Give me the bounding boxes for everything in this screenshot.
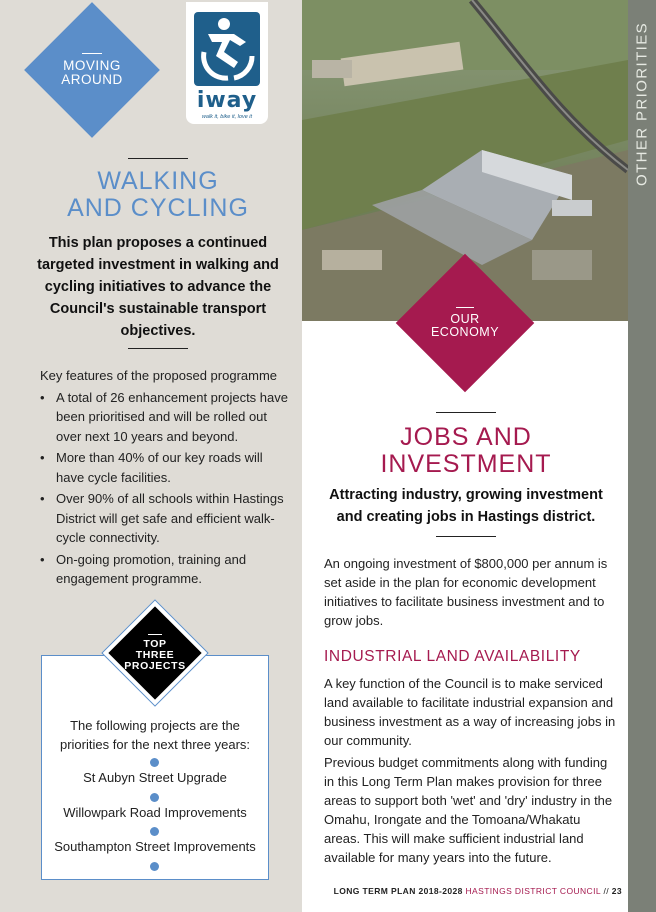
bullet-dot	[150, 758, 159, 767]
iway-logo	[186, 2, 268, 124]
logo-wordmark: iway	[196, 88, 258, 113]
projects-intro: The following projects are the priorities for the next three years:	[59, 718, 251, 752]
project-item: Willowpark Road Improvements	[63, 805, 247, 820]
moving-around-line1: MOVING	[63, 57, 121, 73]
our-economy-badge: OUR ECONOMY	[396, 254, 534, 392]
top-three-projects-badge: TOP THREE PROJECTS	[96, 594, 214, 712]
bullet-dot	[150, 793, 159, 802]
bullet-dot	[150, 862, 159, 871]
list-item: • A total of 26 enhancement projects have been prioritised and will be rolled out over next 10 years and beyond.	[40, 388, 292, 447]
moving-around-line2: AROUND	[61, 72, 123, 87]
industrial-land-heading: INDUSTRIAL LAND AVAILABILITY	[324, 648, 581, 665]
walking-title: WALKING AND CYCLING	[67, 167, 249, 222]
jobs-paragraph-2: Previous budget commitments along with funding in this Long Term Plan makes provision for three areas to support both 'wet' and 'dry' industry in the Omahu, Irongate and the Tomoana/Whakatu areas. This will make sufficient industrial land available for many years into the future.	[324, 755, 613, 865]
features-heading: Key features of the proposed programme	[40, 368, 278, 383]
page-number: 23	[611, 886, 622, 896]
footer-plan: LONG TERM PLAN 2018-2028	[333, 886, 463, 896]
jobs-lead: Attracting industry, growing investment and creating jobs in Hastings district.	[329, 487, 603, 525]
jobs-rule-top	[436, 412, 496, 413]
list-item: • More than 40% of our key roads will have cycle facilities.	[40, 448, 292, 487]
moving-around-badge	[24, 2, 160, 138]
bullet-dot	[150, 827, 159, 836]
jobs-intro: An ongoing investment of $800,000 per annum is set aside in the plan for economic development initiatives to facilitate business investment and to grow jobs.	[324, 556, 608, 628]
list-item: • On-going promotion, training and engagement programme.	[40, 550, 292, 589]
project-item: Southampton Street Improvements	[54, 839, 256, 854]
logo-tagline: walk it, bike it, love it	[201, 114, 253, 120]
walking-rule-top	[128, 158, 188, 159]
jobs-title: JOBS AND INVESTMENT	[380, 423, 552, 478]
walking-lead: This plan proposes a continued targeted investment in walking and cycling initiatives to advance the Council's sustainable transport objectives.	[37, 235, 279, 339]
cyclist-icon	[194, 12, 260, 86]
list-item: • Over 90% of all schools within Hastings District will get safe and efficient walk-cycle connectivity.	[40, 489, 292, 548]
page-footer	[334, 886, 622, 896]
other-priorities-label: OTHER PRIORITIES	[633, 21, 651, 187]
project-item: St Aubyn Street Upgrade	[83, 770, 227, 785]
jobs-rule-bottom	[436, 536, 496, 537]
jobs-paragraph-1: A key function of the Council is to make serviced land available to facilitate industrial expansion and business investment as a way of increasing jobs in our community.	[324, 676, 616, 748]
footer-separator: //	[603, 886, 609, 896]
left-column	[0, 0, 302, 912]
features-list	[40, 366, 292, 591]
footer-council: HASTINGS DISTRICT COUNCIL	[465, 886, 601, 896]
walking-rule-bottom	[128, 348, 188, 349]
